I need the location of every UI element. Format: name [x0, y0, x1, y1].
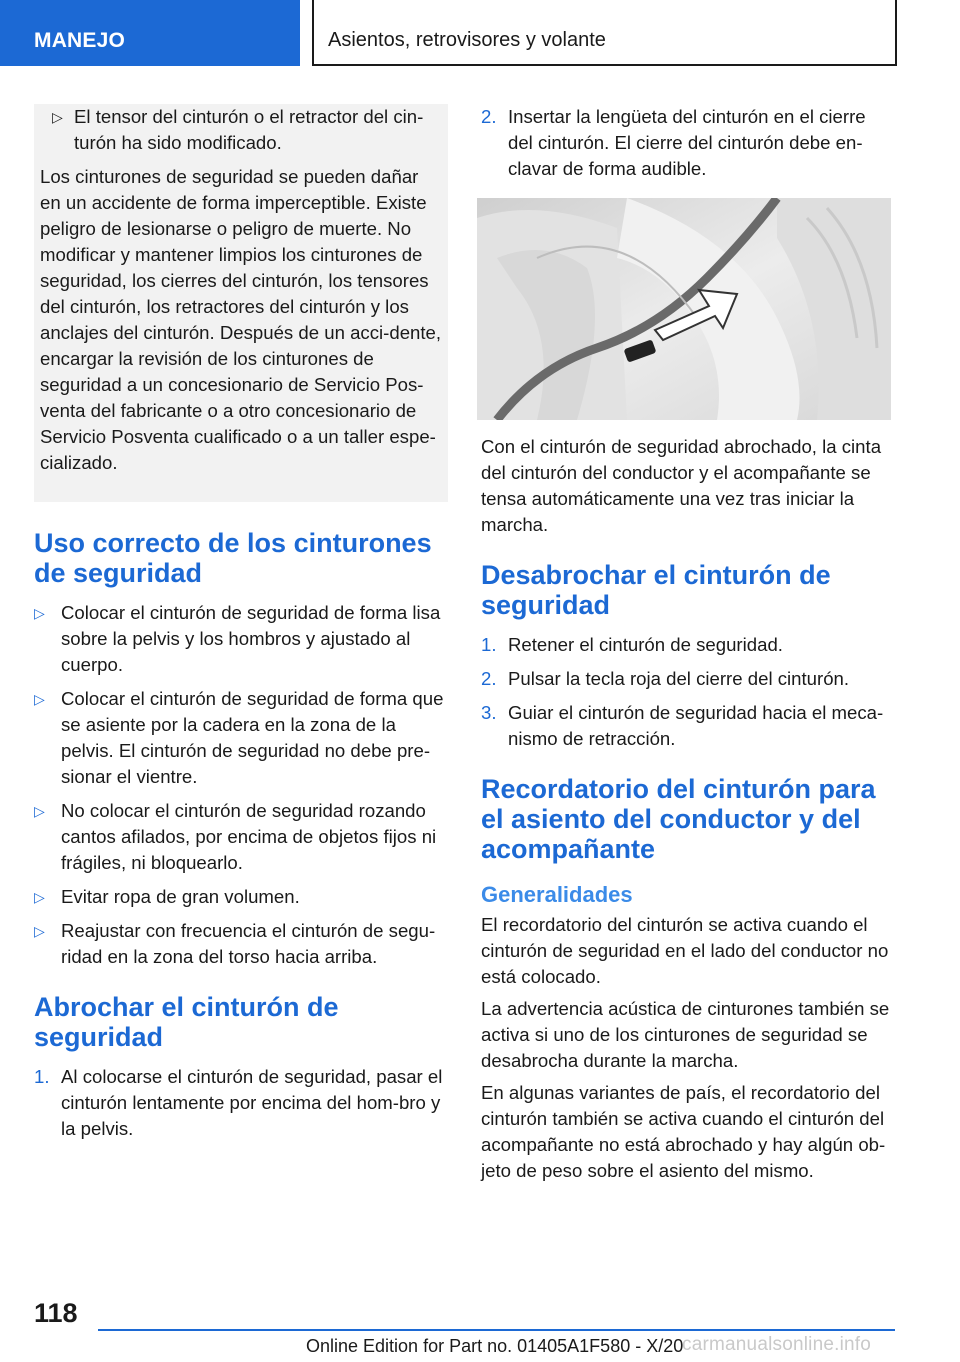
left-column — [34, 104, 448, 1150]
triangle-bullet-icon: ▷ — [52, 109, 63, 125]
heading-fasten: Abrochar el cinturón de seguridad — [34, 992, 339, 1052]
watermark: carmanualsonline.info — [682, 1334, 872, 1355]
step-text: Retener el cinturón de seguridad. — [508, 634, 783, 655]
list-item — [34, 600, 448, 678]
page-number: 118 — [34, 1298, 78, 1328]
seat-belt-buckle-photo — [477, 198, 891, 420]
reminder-paragraph: La advertencia acústica de cinturones también se activa si uno de los cinturones de seguridad se desabrocha durante la marcha. — [481, 998, 890, 1071]
step-number: 2. — [481, 668, 497, 689]
page-header — [312, 0, 897, 66]
reminder-paragraph: En algunas variantes de país, el recordatorio del cinturón también se activa cuando el cinturón del acompañante no está abrochado y hay algún ob-jeto de peso sobre el asiento del mismo. — [481, 1082, 886, 1181]
triangle-bullet-icon: ▷ — [34, 605, 45, 621]
chapter-title: Asientos, retrovisores y volante — [328, 29, 606, 51]
fasten-steps — [34, 1064, 448, 1142]
triangle-bullet-icon: ▷ — [34, 803, 45, 819]
step-item — [481, 666, 893, 692]
warning-bullet-item — [40, 104, 442, 156]
list-item-text: Colocar el cinturón de seguridad de forma que se asiente por la cadera en la zona de la pelvis. El cinturón de seguridad no debe pre-sionar el vientre. — [61, 688, 444, 787]
warning-box — [34, 104, 448, 502]
correct-use-list — [34, 600, 448, 970]
step-item — [481, 700, 893, 752]
list-item-text: Colocar el cinturón de seguridad de forma lisa sobre la pelvis y los hombros y ajustado al cuerpo. — [61, 602, 441, 675]
step-text: Al colocarse el cinturón de seguridad, pasar el cinturón lentamente por encima del hom-bro y la pelvis. — [61, 1066, 443, 1139]
warning-list — [40, 104, 442, 156]
heading-unfasten: Desabrochar el cinturón de seguridad — [481, 560, 831, 620]
footer-divider — [98, 1329, 895, 1331]
section-label: MANEJO — [34, 29, 126, 52]
list-item — [34, 798, 448, 876]
triangle-bullet-icon: ▷ — [34, 923, 45, 939]
step-number: 1. — [34, 1066, 50, 1087]
edition-note: Online Edition for Part no. 01405A1F580 - X/20 — [306, 1336, 684, 1356]
subheading-general: Generalidades — [481, 882, 633, 907]
warning-bullet-text: El tensor del cinturón o el retractor del cin-turón ha sido modificado. — [74, 106, 424, 153]
warning-paragraph: Los cinturones de seguridad se pueden dañar en un accidente de forma imperceptible. Existe peligro de lesionarse o peligro de muerte. No modificar y mantener limpios los cinturones de seguridad, los cierres del cinturón, los tensores del cinturón, los retractores del cinturón y los anclajes del cinturón. Después de un acci-dente, encargar la revisión de los cinturones de seguridad a un concesionario de Servicio Pos-venta del fabricante o a otro concesionario de Servicio Posventa cualificado o a un taller espe-cializado. — [40, 166, 442, 473]
step-number: 2. — [481, 106, 497, 127]
triangle-bullet-icon: ▷ — [34, 691, 45, 707]
step-item — [481, 104, 893, 182]
after-image-paragraph: Con el cinturón de seguridad abrochado, la cinta del cinturón del conductor y el acompañante se tensa automáticamente una vez tras iniciar la marcha. — [481, 436, 882, 535]
heading-reminder: Recordatorio del cinturón para el asiento del conductor y del acompañante — [481, 774, 876, 864]
heading-correct-use: Uso correcto de los cinturones de seguridad — [34, 528, 432, 588]
section-tab — [0, 0, 300, 66]
list-item-text: No colocar el cinturón de seguridad rozando cantos afilados, por encima de objetos fijos ni frágiles, ni bloquearlo. — [61, 800, 437, 873]
step-item — [34, 1064, 448, 1142]
list-item — [34, 686, 448, 790]
list-item-text: Reajustar con frecuencia el cinturón de segu-ridad en la zona del torso hacia arriba. — [61, 920, 436, 967]
list-item — [34, 918, 448, 970]
step-number: 1. — [481, 634, 497, 655]
step-number: 3. — [481, 702, 497, 723]
fasten-steps-continued — [481, 104, 893, 182]
step-text: Guiar el cinturón de seguridad hacia el meca-nismo de retracción. — [508, 702, 884, 749]
list-item — [34, 884, 448, 910]
triangle-bullet-icon: ▷ — [34, 889, 45, 905]
list-item-text: Evitar ropa de gran volumen. — [61, 886, 300, 907]
reminder-paragraph: El recordatorio del cinturón se activa cuando el cinturón de seguridad en el lado del conductor no está colocado. — [481, 914, 889, 987]
right-column — [481, 104, 893, 1190]
step-item — [481, 632, 893, 658]
unfasten-steps — [481, 632, 893, 752]
step-text: Pulsar la tecla roja del cierre del cinturón. — [508, 668, 850, 689]
step-text: Insertar la lengüeta del cinturón en el cierre del cinturón. El cierre del cinturón debe en-clavar de forma audible. — [508, 106, 866, 179]
